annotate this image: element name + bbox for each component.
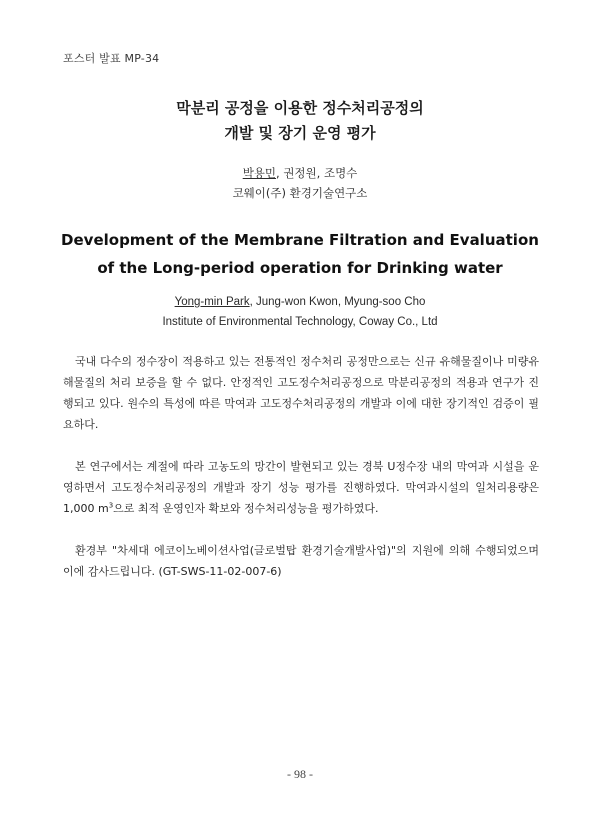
abstract-paragraph-1: 국내 다수의 정수장이 적용하고 있는 전통적인 정수처리 공정만으로는 신규 유해물질이나 미량유해물질의 처리 보증을 할 수 없다. 안정적인 고도정수처리공정으로 막분리공정의 적용과 연구가 진행되고 있다. 원수의 특성에 따른 막여과 고도정수처리공정의 개발과 이에 대한 장기적인 검증이 필요하다.	[63, 355, 539, 431]
abstract-paragraph-2	[63, 456, 539, 519]
english-presenter: Yong-min Park	[174, 296, 250, 308]
korean-title-line-2: 개발 및 장기 운영 평가	[224, 124, 376, 142]
abstract-body	[63, 351, 539, 582]
english-affiliation: Institute of Environmental Technology, Coway Co., Ltd	[162, 316, 438, 328]
english-authors	[0, 292, 600, 332]
acknowledgement-paragraph: 환경부 "차세대 에코이노베이션사업(글로벌탑 환경기술개발사업)"의 지원에 의해 수행되었으며 이에 감사드립니다. (GT-SWS-11-02-007-6)	[63, 544, 539, 578]
english-title	[0, 226, 600, 282]
session-tag: 포스터 발표 MP-34	[63, 52, 160, 65]
korean-author-list	[0, 163, 600, 183]
korean-coauthors: , 권정원, 조명수	[276, 166, 358, 180]
english-coauthors: , Jung-won Kwon, Myung-soo Cho	[249, 296, 426, 308]
korean-title-line-1: 막분리 공정을 이용한 정수처리공정의	[176, 99, 424, 117]
english-author-list	[0, 292, 600, 312]
superscript-3: 3	[108, 501, 114, 510]
english-title-line-1: Development of the Membrane Filtration and Evaluation	[61, 231, 539, 249]
page-number: - 98 -	[287, 767, 313, 781]
paragraph-2-text-cont: 으로 최적 운영인자 확보와 정수처리성능을 평가하였다.	[113, 502, 379, 515]
korean-authors	[0, 163, 600, 203]
paragraph-2-text: 본 연구에서는 계절에 따라 고농도의 망간이 발현되고 있는 경북 U정수장 내의 막여과 시설을 운영하면서 고도정수처리공정의 개발과 장기 성능 평가를 진행하였다. 막여과시설의 일처리용량은 1,000 m	[63, 460, 539, 515]
korean-title	[0, 96, 600, 146]
korean-affiliation: 코웨이(주) 환경기술연구소	[232, 186, 368, 200]
korean-presenter: 박용민	[242, 166, 277, 180]
english-title-line-2: of the Long-period operation for Drinking water	[97, 259, 503, 277]
